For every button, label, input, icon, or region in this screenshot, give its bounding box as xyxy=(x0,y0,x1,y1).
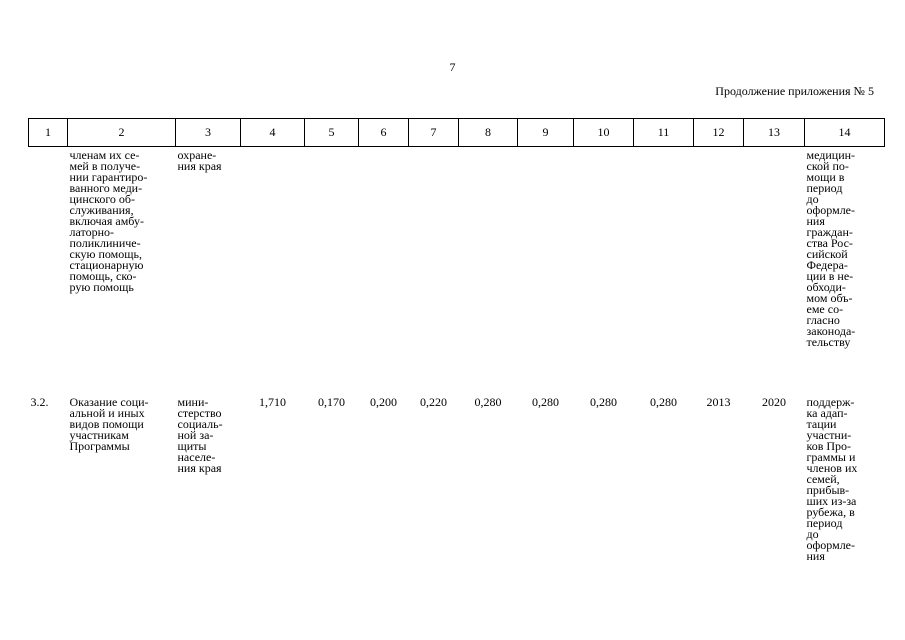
expected-result-text: медицин- ской по- мощи в период до оформле- ния граждан- ства Рос- сийской Федера- ции в не- обходи- мом объ- еме со- гласно законода- тельству xyxy=(806,148,856,349)
column-header-1: 1 xyxy=(29,119,68,147)
cell-end-year xyxy=(744,147,805,397)
column-header-4: 4 xyxy=(241,119,305,147)
column-header-12: 12 xyxy=(694,119,744,147)
cell-year-value: 0,220 xyxy=(420,394,447,409)
cell-year-value: 0,200 xyxy=(370,394,397,409)
cell-executor xyxy=(176,394,241,562)
cell-number: 3.2. xyxy=(30,394,49,409)
cell-year-value xyxy=(359,147,409,397)
cell-start-year xyxy=(694,147,744,397)
executor-text: мини- стерство социаль- ной за- щиты населе- ния края xyxy=(177,394,223,475)
cell-executor xyxy=(176,147,241,397)
column-header-6: 6 xyxy=(359,119,409,147)
column-header-5: 5 xyxy=(305,119,359,147)
cell-year-value: 0,170 xyxy=(318,394,345,409)
cell-year-value xyxy=(634,147,694,397)
cell-year-value: 0,280 xyxy=(650,394,677,409)
measure-name-text: Оказание соци- альной и иных видов помощи участникам Программы xyxy=(69,394,149,453)
expected-result-text: поддерж- ка адап- тации участни- ков Про- граммы и членов их семей, прибыв- ших из-за рубежа, в период до оформле- ния xyxy=(806,394,858,563)
page-number: 7 xyxy=(449,60,456,74)
table-row-3-2 xyxy=(29,397,885,562)
column-header-14: 14 xyxy=(805,119,885,147)
cell-year-value: 0,280 xyxy=(532,394,559,409)
cell-year-value xyxy=(305,147,359,397)
cell-total: 1,710 xyxy=(259,394,286,409)
cell-year-value xyxy=(574,147,634,397)
cell-measure-name xyxy=(68,394,176,562)
cell-measure-name xyxy=(68,147,176,397)
column-header-7: 7 xyxy=(409,119,459,147)
column-header-10: 10 xyxy=(574,119,634,147)
cell-expected-result xyxy=(805,147,885,397)
cell-start-year: 2013 xyxy=(706,394,731,409)
cell-year-value: 0,280 xyxy=(590,394,617,409)
column-header-13: 13 xyxy=(744,119,805,147)
cell-number xyxy=(29,147,68,397)
column-header-3: 3 xyxy=(176,119,241,147)
measure-name-text: членам их се- мей в получе- нии гарантиро- ванного меди- цинского об- служивания, включая амбу- латорно- поликлиниче- скую помощь, стационарную помощь, ско- рую помощь xyxy=(69,148,148,294)
program-table xyxy=(28,118,885,562)
column-header-2: 2 xyxy=(68,119,176,147)
cell-end-year: 2020 xyxy=(762,394,786,409)
executor-text: охране- ния края xyxy=(177,148,222,173)
column-header-9: 9 xyxy=(518,119,574,147)
cell-total xyxy=(241,147,305,397)
cell-year-value xyxy=(409,147,459,397)
cell-year-value xyxy=(518,147,574,397)
table-header xyxy=(29,119,885,147)
column-header-8: 8 xyxy=(459,119,518,147)
cell-year-value xyxy=(459,147,518,397)
cell-expected-result xyxy=(805,394,885,563)
header-row xyxy=(29,119,885,147)
appendix-caption: Продолжение приложения № 5 xyxy=(715,84,874,98)
cell-year-value: 0,280 xyxy=(474,394,502,409)
table-row-continuation xyxy=(29,147,885,397)
column-header-11: 11 xyxy=(634,119,694,147)
